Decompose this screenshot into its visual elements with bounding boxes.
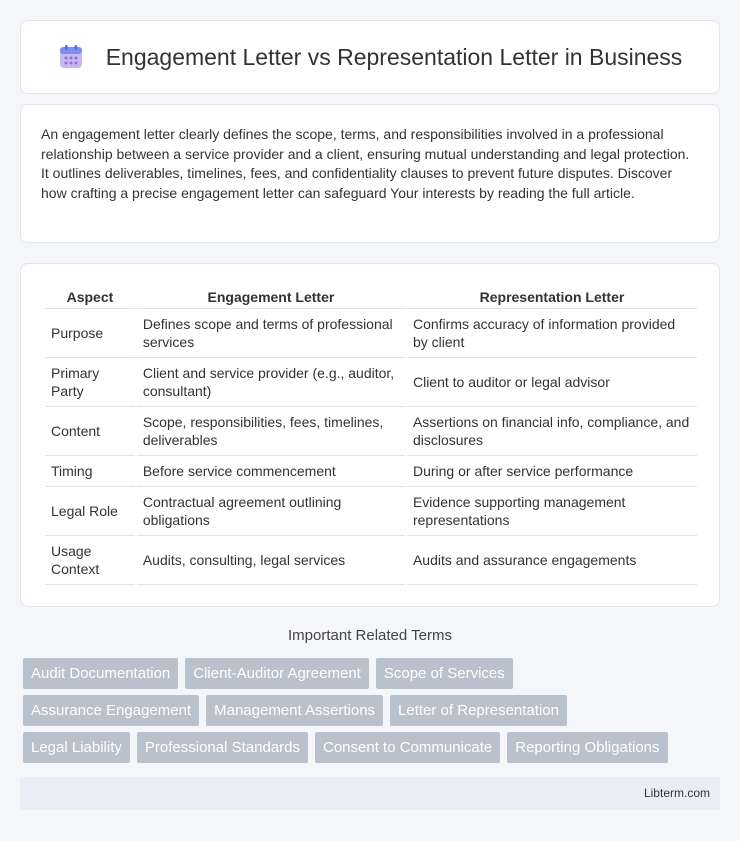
- related-terms-title: Important Related Terms: [288, 627, 452, 644]
- cell-representation: Evidence supporting management representations: [407, 487, 697, 536]
- table-row: [45, 358, 697, 407]
- table-row: [45, 536, 697, 585]
- cell-aspect: Purpose: [45, 309, 135, 358]
- tag-consent-to-communicate[interactable]: Consent to Communicate: [315, 732, 500, 763]
- tag-row: [23, 732, 723, 763]
- tag-management-assertions[interactable]: Management Assertions: [206, 695, 383, 726]
- header-representation: Representation Letter: [407, 284, 697, 309]
- tag-assurance-engagement[interactable]: Assurance Engagement: [23, 695, 199, 726]
- cell-representation: Audits and assurance engagements: [407, 536, 697, 585]
- table-row: [45, 487, 697, 536]
- intro-text: An engagement letter clearly defines the scope, terms, and responsibilities involved in a professional relationship between a service provider and a client, ensuring mutual understanding and legal protection. It outlines deliverables, timelines, fees, and confidentiality clauses to prevent future disputes. Discover how crafting a precise engagement letter can safeguard Your interests by reading the full article.: [41, 126, 690, 201]
- cell-engagement: Scope, responsibilities, fees, timelines, deliverables: [137, 407, 405, 456]
- cell-engagement: Before service commencement: [137, 456, 405, 487]
- cell-engagement: Audits, consulting, legal services: [137, 536, 405, 585]
- footer-site-link[interactable]: Libterm.com: [643, 786, 710, 800]
- cell-aspect: Primary Party: [45, 358, 135, 407]
- table-row: [45, 407, 697, 456]
- comparison-card: [20, 263, 720, 607]
- comparison-table: [43, 284, 699, 585]
- tag-client-auditor-agreement[interactable]: Client-Auditor Agreement: [185, 658, 369, 689]
- header-aspect: Aspect: [45, 284, 135, 309]
- calendar-icon: [58, 44, 84, 70]
- tag-legal-liability[interactable]: Legal Liability: [23, 732, 130, 763]
- table-header-row: [45, 284, 697, 309]
- header-engagement: Engagement Letter: [137, 284, 405, 309]
- tag-row: [23, 658, 723, 689]
- related-terms-list: [23, 658, 723, 769]
- tag-row: [23, 695, 723, 726]
- cell-aspect: Timing: [45, 456, 135, 487]
- tag-audit-documentation[interactable]: Audit Documentation: [23, 658, 178, 689]
- tag-scope-of-services[interactable]: Scope of Services: [376, 658, 513, 689]
- table-row: [45, 309, 697, 358]
- intro-card: [20, 104, 720, 243]
- cell-aspect: Legal Role: [45, 487, 135, 536]
- cell-representation: Confirms accuracy of information provided by client: [407, 309, 697, 358]
- cell-representation: Client to auditor or legal advisor: [407, 358, 697, 407]
- cell-engagement: Client and service provider (e.g., auditor, consultant): [137, 358, 405, 407]
- cell-aspect: Usage Context: [45, 536, 135, 585]
- cell-representation: Assertions on financial info, compliance, and disclosures: [407, 407, 697, 456]
- page-title: Engagement Letter vs Representation Letter in Business: [105, 43, 683, 70]
- tag-letter-of-representation[interactable]: Letter of Representation: [390, 695, 567, 726]
- cell-representation: During or after service performance: [407, 456, 697, 487]
- cell-aspect: Content: [45, 407, 135, 456]
- cell-engagement: Defines scope and terms of professional services: [137, 309, 405, 358]
- footer: [20, 777, 720, 810]
- tag-professional-standards[interactable]: Professional Standards: [137, 732, 308, 763]
- header-card: [20, 20, 720, 94]
- cell-engagement: Contractual agreement outlining obligations: [137, 487, 405, 536]
- table-row: [45, 456, 697, 487]
- tag-reporting-obligations[interactable]: Reporting Obligations: [507, 732, 667, 763]
